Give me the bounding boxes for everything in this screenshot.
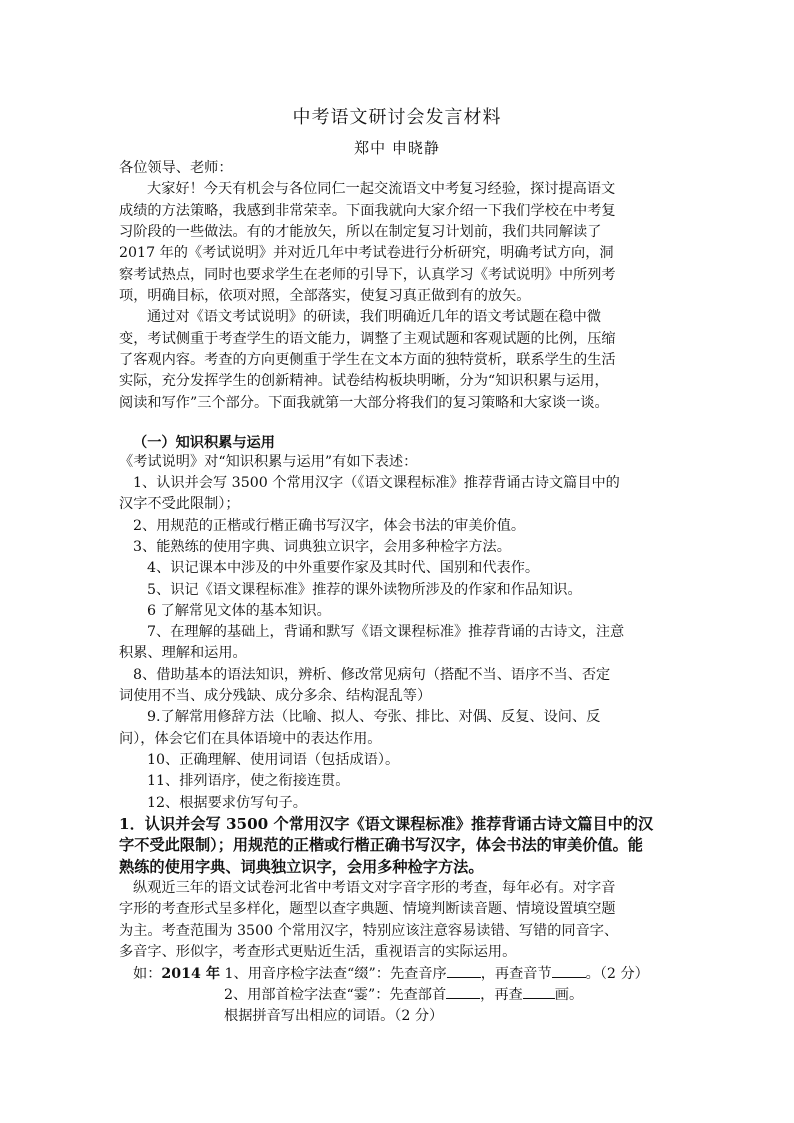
list-item: 2、用规范的正楷或行楷正确书写汉字，体会书法的审美价值。 [133, 518, 526, 534]
question-text: 1、用音序检字法查“缀”：先查音序 [224, 966, 447, 982]
author-line: 郑中 申晓静 [354, 139, 440, 157]
list-item: 问），体会它们在具体语境中的表达作用。 [119, 731, 382, 747]
text-line: 项，明确目标，依项对照，全部落实，使复习真正做到有的放矢。 [119, 288, 531, 304]
list-item: 3、能熟练的使用字典、词典独立识字，会用多种检字方法。 [133, 539, 511, 555]
question-text: ，再查 [480, 987, 523, 1003]
list-item: 词使用不当、成分残缺、成分多余、结构混乱等） [119, 688, 432, 704]
list-item: 汉字不受此限制）； [119, 496, 240, 512]
question-text: 画。 [554, 987, 584, 1003]
text-line: 了客观内容。考查的方向更侧重于学生在文本方面的独特赏析，联系学生的生活 [119, 352, 616, 368]
answer-blank [447, 963, 481, 978]
text-line: 为主。考查范围为 3500 个常用汉字，特别应该注意容易读错、写错的同音字、 [119, 923, 619, 939]
text-line: 察考试热点，同时也要求学生在老师的引导下，认真学习《考试说明》中所列考 [119, 267, 616, 283]
text-line: 成绩的方法策略，我感到非常荣幸。下面我就向大家介绍一下我们学校在中考复 [119, 203, 616, 219]
list-item: 积累、理解和运用。 [119, 645, 247, 661]
text-line: 阅读和写作”三个部分。下面我就第一大部分将我们的复习策略和大家谈一谈。 [119, 395, 609, 411]
list-item: 12、根据要求仿写句子。 [147, 795, 307, 811]
answer-blank [552, 963, 586, 978]
list-item: 6 了解常见文体的基本知识。 [147, 603, 331, 619]
example-line-3: 根据拼音写出相应的词语。（2 分） [224, 1008, 444, 1024]
list-item: 11、排列语序，使之衔接连贯。 [147, 773, 350, 789]
section-heading: （一）知识积累与运用 [133, 435, 275, 451]
list-item: 7、在理解的基础上，背诵和默写《语文课程标准》推荐背诵的古诗文，注意 [147, 624, 625, 640]
text-line: 纵观近三年的语文试卷河北省中考语文对字音字形的考查，每年必有。对字音 [133, 880, 616, 896]
list-item: 10、正确理解、使用词语（包括成语）。 [147, 752, 400, 768]
example-line-1 [133, 963, 649, 984]
answer-blank [523, 984, 555, 999]
section-intro: 《考试说明》对“知识积累与运用”有如下表述： [119, 454, 418, 470]
text-line: 实际，充分发挥学生的创新精神。试卷结构板块明晰，分为“知识积累与运用， [119, 373, 609, 389]
text-line: 熟练的使用字典、词典独立识字，会用多种检字方法。 [119, 858, 484, 876]
text-line: 2017 年的《考试说明》并对近几年中考试卷进行分析研究，明确考试方向，洞 [119, 245, 614, 261]
text-line: 字不受此限制）；用规范的正楷或行楷正确书写汉字，体会书法的审美价值。能 [119, 836, 643, 854]
text-line: 习阶段的一些做法。有的才能放矢，所以在制定复习计划前，我们共同解读了 [119, 224, 602, 240]
example-year: 2014 年 [161, 966, 221, 982]
question-text: 。（2 分） [585, 966, 649, 982]
text-line: 字形的考查形式呈多样化，题型以查字典题、情境判断读音题、情境设置填空题 [119, 901, 616, 917]
answer-blank [446, 984, 480, 999]
list-item: 9.了解常用修辞方法（比喻、拟人、夸张、排比、对偶、反复、设问、反 [147, 709, 601, 725]
list-item: 5、识记《语文课程标准》推荐的课外读物所涉及的作家和作品知识。 [147, 582, 582, 598]
list-item: 1、认识并会写 3500 个常用汉字（《语文课程标准》推荐背诵古诗文篇目中的 [133, 475, 620, 491]
list-item: 4、识记课本中涉及的中外重要作家及其时代、国别和代表作。 [147, 560, 540, 576]
document-title: 中考语文研讨会发言材料 [292, 107, 502, 128]
question-text: 2、用部首检字法查“霎”：先查部首 [224, 987, 447, 1003]
text-line: 通过对《语文考试说明》的研读，我们明确近几年的语文考试题在稳中微 [147, 309, 602, 325]
text-line: 1．认识并会写 3500 个常用汉字《语文课程标准》推荐背诵古诗文篇目中的汉 [119, 815, 654, 833]
question-text: ，再查音节 [480, 966, 552, 982]
example-prefix: 如： [133, 966, 162, 982]
list-item: 8、借助基本的语法知识，辨析、修改常见病句（搭配不当、语序不当、否定 [133, 667, 611, 683]
text-line: 多音字、形似字，考查形式更贴近生活，重视语言的实际运用。 [119, 944, 517, 960]
text-line: 变，考试侧重于考查学生的语文能力，调整了主观试题和客观试题的比例，压缩 [119, 331, 616, 347]
greeting: 各位领导、老师： [119, 160, 233, 176]
example-line-2 [224, 984, 583, 1005]
text-line: 大家好！今天有机会与各位同仁一起交流语文中考复习经验，探讨提高语文 [147, 181, 616, 197]
